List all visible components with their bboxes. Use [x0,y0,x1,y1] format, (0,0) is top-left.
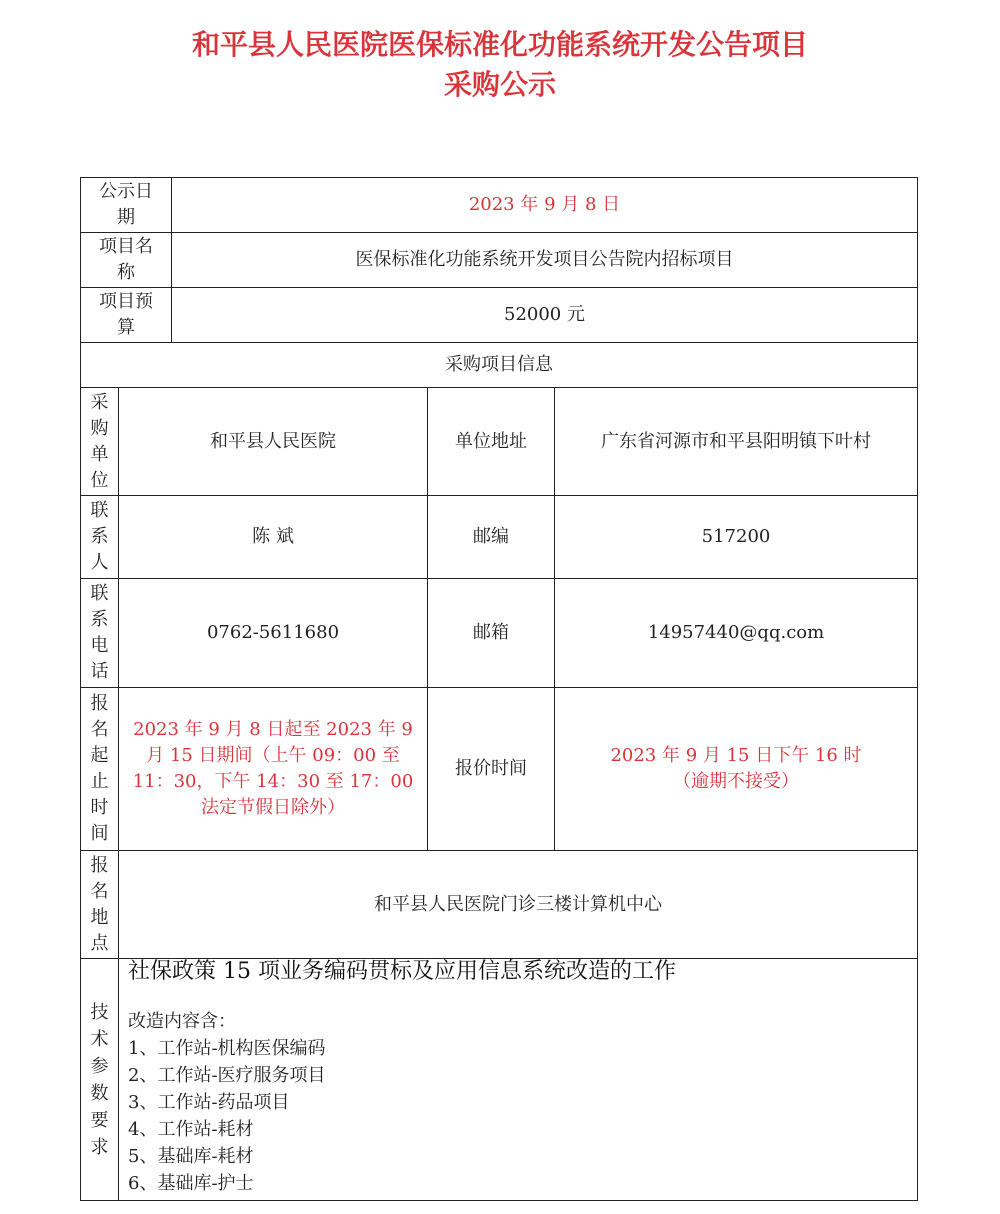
quote-time-label: 报价时间 [455,758,527,779]
phone-value: 0762-5611680 [206,622,340,643]
signup-place-value: 和平县人民医院门诊三楼计算机中心 [374,893,662,915]
list-item: 2、工作站-医疗服务项目 [128,1065,326,1086]
list-item: 3、工作站-药品项目 [128,1092,290,1113]
list-item: 5、基础库-耗材 [128,1146,254,1167]
tech-requirements [128,958,908,1197]
date-value: 2023 年 9 月 8 日 [468,194,621,215]
signup-time-label: 报名起止时间 [90,693,109,844]
budget-value: 52000 元 [504,304,585,325]
signup-time-value: 2023 年 9 月 8 日起至 2023 年 9 月 15 日期间（上午 09：00 至 11：30，下午 14：30 至 17：00 法定节假日除外） [132,719,414,818]
tech-heading: 社保政策 15 项业务编码贯标及应用信息系统改造的工作 [128,959,676,984]
unit-label: 采购单位 [90,391,109,491]
postcode-value: 517200 [701,526,771,547]
project-name-label: 项目名称 [99,236,153,283]
date-label: 公示日期 [99,181,153,228]
list-item: 4、工作站-耗材 [128,1119,254,1140]
tech-label: 技术参数要求 [90,1001,109,1158]
email-label: 邮箱 [473,622,509,643]
list-item: 1、工作站-机构医保编码 [128,1038,326,1059]
contact-value: 陈 斌 [252,526,294,547]
section-title: 采购项目信息 [445,354,553,375]
signup-place-label: 报名地点 [90,854,109,954]
address-label: 单位地址 [455,430,527,452]
document-title: 和平县人民医院医保标准化功能系统开发公告项目 [191,28,808,61]
quote-time-value: 2023 年 9 月 15 日下午 16 时（逾期不接受） [610,745,862,792]
budget-label: 项目预算 [99,291,153,338]
contact-label: 联系人 [90,500,109,573]
tech-intro: 改造内容含： [128,1011,236,1032]
project-name-value: 医保标准化功能系统开发项目公告院内招标项目 [355,249,734,270]
document-subtitle: 采购公示 [443,68,556,101]
address-value: 广东省河源市和平县阳明镇下叶村 [601,430,871,452]
list-item: 6、基础库-护士 [128,1173,254,1194]
phone-label: 联系电话 [90,583,109,682]
email-value: 14957440@qq.com [647,622,825,643]
postcode-label: 邮编 [473,526,509,547]
unit-value: 和平县人民医院 [210,430,336,452]
